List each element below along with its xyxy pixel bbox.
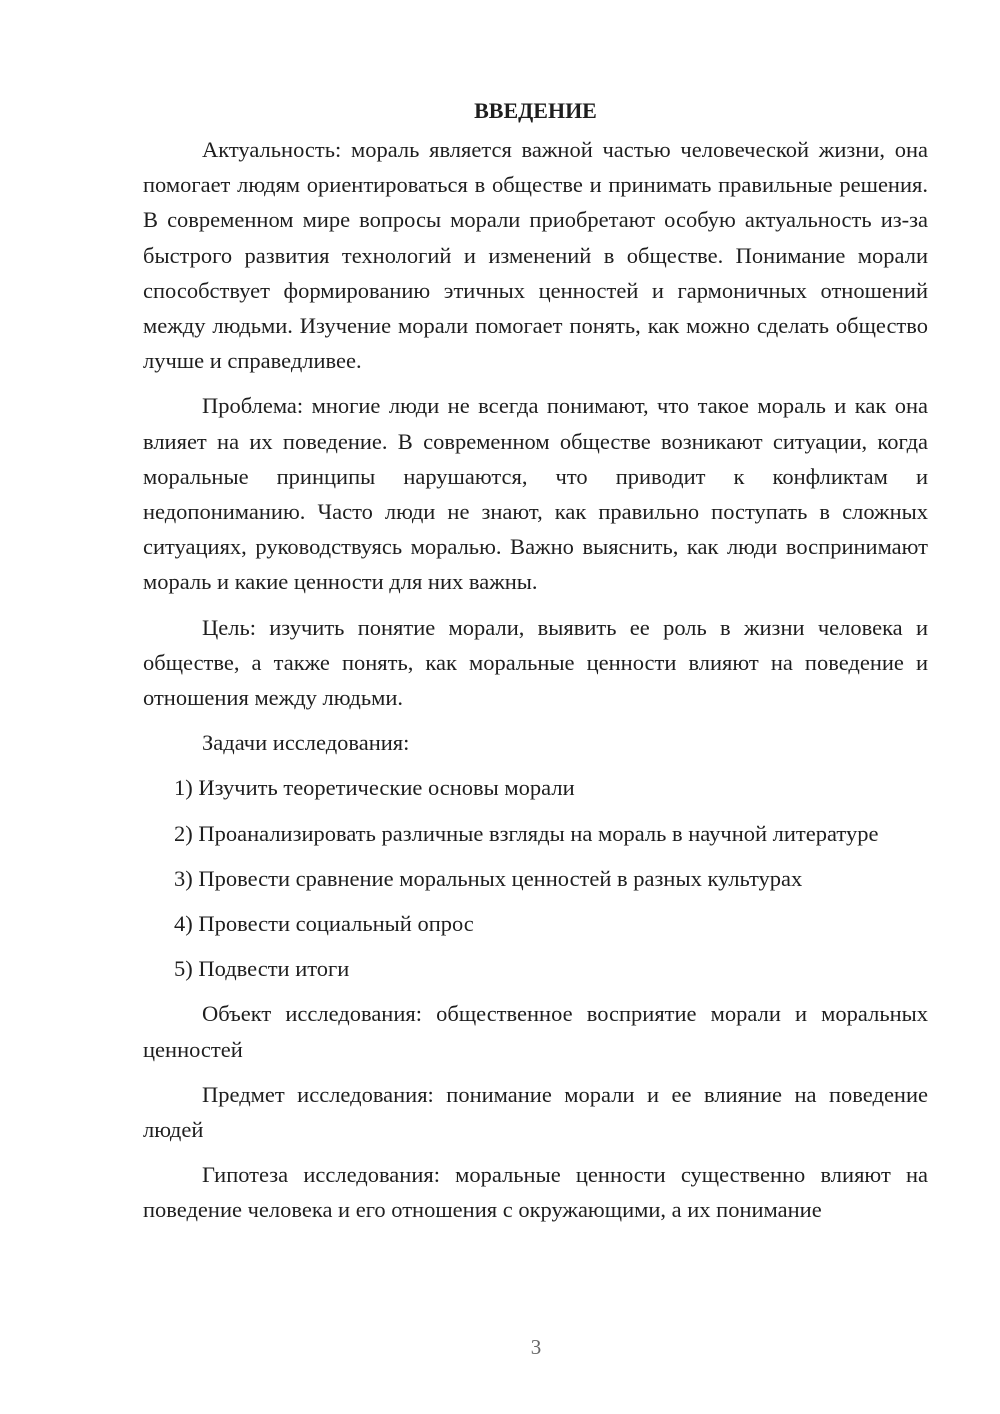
hypothesis-paragraph: Гипотеза исследования: моральные ценности существенно влияют на поведение человека и его отношения с окружающими, а их понимание [143, 1162, 928, 1223]
object-paragraph: Объект исследования: общественное восприятие морали и моральных ценностей [143, 1001, 928, 1062]
problem-paragraph: Проблема: многие люди не всегда понимают, что такое мораль и как она влияет на их поведение. В современном обществе возникают ситуации, когда моральные принципы нарушаются, что приводит к конфликтам и недопониманию. Часто люди не знают, как правильно поступать в сложных ситуациях, руководствуясь моралью. Важно выяснить, как люди воспринимают мораль и какие ценности для них важны. [143, 393, 928, 595]
page-number: 3 [530, 1335, 542, 1359]
tasks-intro: Задачи исследования: [202, 730, 410, 756]
subject-paragraph: Предмет исследования: понимание морали и ее влияние на поведение людей [143, 1081, 928, 1143]
task-item: 1) Изучить теоретические основы морали [174, 775, 575, 801]
goal-paragraph: Цель: изучить понятие морали, выявить ее роль в жизни человека и обществе, а также понять, как моральные ценности влияют на поведение и отношения между людьми. [143, 614, 928, 711]
relevance-paragraph: Актуальность: мораль является важной частью человеческой жизни, она помогает людям ориентироваться в обществе и принимать правильные решения. В современном мире вопросы морали приобретают особую актуальность из-за быстрого развития технологий и изменений в обществе. Понимание морали способствует формированию этичных ценностей и гармоничных отношений между людьми. Изучение морали помогает понять, как можно сделать общество лучше и справедливее. [143, 137, 928, 374]
task-item: 2) Проанализировать различные взгляды на мораль в научной литературе [174, 820, 879, 846]
page-content [143, 93, 928, 1238]
task-item: 4) Провести социальный опрос [174, 911, 474, 937]
section-heading: ВВЕДЕНИЕ [474, 98, 597, 123]
task-item: 3) Провести сравнение моральных ценностей в разных культурах [174, 865, 803, 891]
task-item: 5) Подвести итоги [174, 956, 350, 982]
